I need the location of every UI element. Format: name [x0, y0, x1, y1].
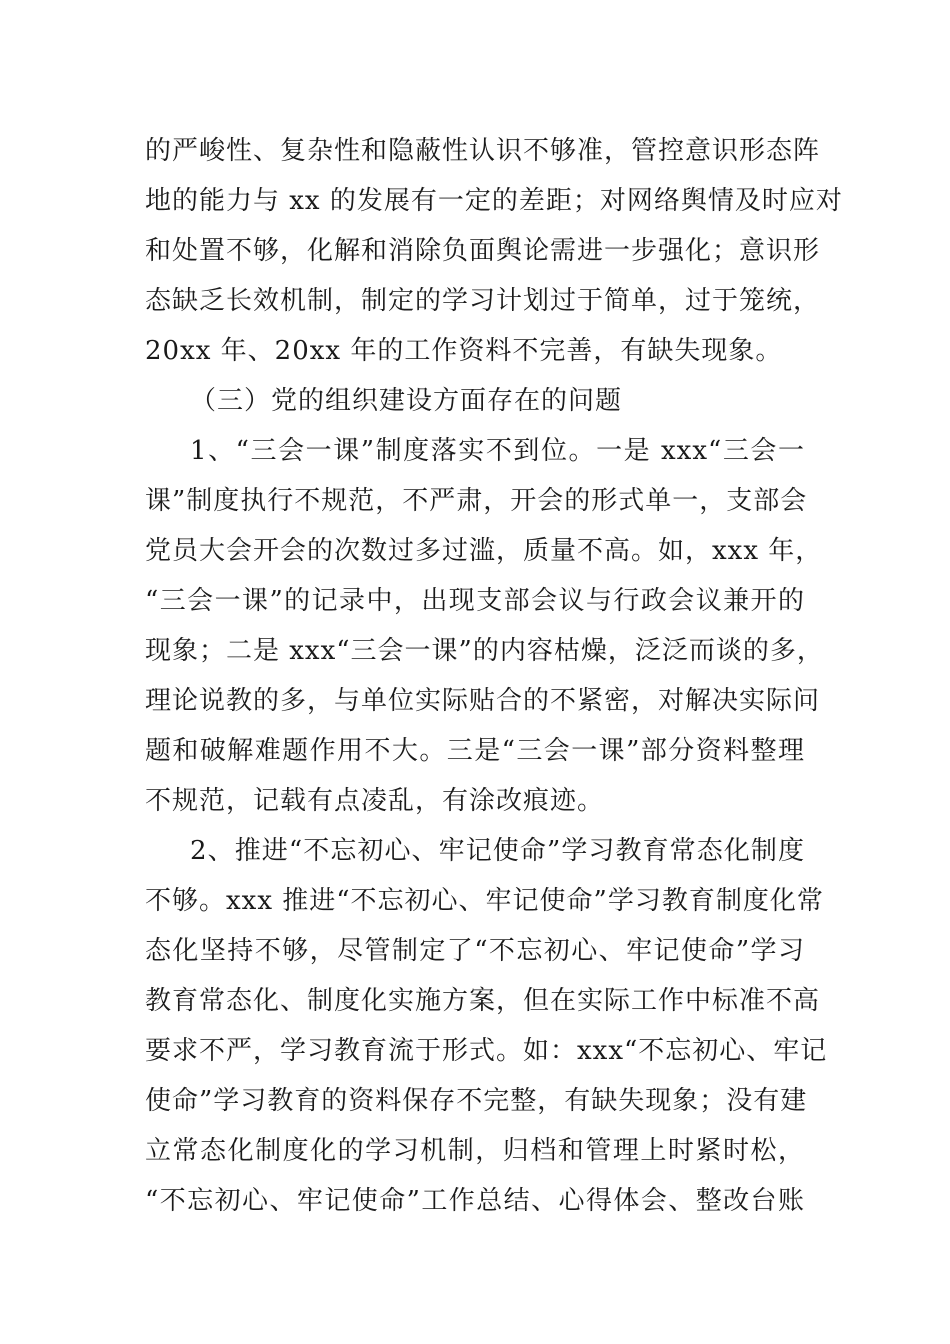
text-line: 的严峻性、复杂性和隐蔽性认识不够准，管控意识形态阵 — [145, 136, 821, 166]
section-heading: （三）党的组织建设方面存在的问题 — [190, 386, 623, 416]
text-line: 不够。xxx 推进“不忘初心、牢记使命”学习教育制度化常 — [145, 886, 824, 916]
text-line: 题和破解难题作用不大。三是“三会一课”部分资料整理 — [145, 736, 805, 766]
text-line: 不规范，记载有点凌乱，有涂改痕迹。 — [145, 786, 605, 816]
text-line: “不忘初心、牢记使命”工作总结、心得体会、整改台账 — [145, 1186, 805, 1216]
text-line: 20xx 年、20xx 年的工作资料不完善，有缺失现象。 — [145, 336, 783, 366]
paragraph-first-line: 1、“三会一课”制度落实不到位。一是 xxx“三会一 — [190, 436, 805, 466]
text-line: 态化坚持不够，尽管制定了“不忘初心、牢记使命”学习 — [145, 936, 805, 966]
text-line: “三会一课”的记录中，出现支部会议与行政会议兼开的 — [145, 586, 805, 616]
text-line: 地的能力与 xx 的发展有一定的差距；对网络舆情及时应对 — [145, 186, 843, 216]
text-line: 课”制度执行不规范，不严肃，开会的形式单一，支部会 — [145, 486, 808, 516]
paragraph-first-line: 2、推进“不忘初心、牢记使命”学习教育常态化制度 — [190, 836, 805, 866]
text-line: 现象；二是 xxx“三会一课”的内容枯燥，泛泛而谈的多， — [145, 636, 824, 666]
text-line: 立常态化制度化的学习机制，归档和管理上时紧时松， — [145, 1136, 805, 1166]
text-line: 党员大会开会的次数过多过滥，质量不高。如，xxx 年， — [145, 536, 823, 566]
text-line: 态缺乏长效机制，制定的学习计划过于简单，过于笼统， — [145, 286, 821, 316]
text-line: 和处置不够，化解和消除负面舆论需进一步强化；意识形 — [145, 236, 821, 266]
text-line: 使命”学习教育的资料保存不完整，有缺失现象；没有建 — [145, 1086, 808, 1116]
text-line: 要求不严，学习教育流于形式。如：xxx“不忘初心、牢记 — [145, 1036, 828, 1066]
text-line: 理论说教的多，与单位实际贴合的不紧密，对解决实际问 — [145, 686, 821, 716]
text-line: 教育常态化、制度化实施方案，但在实际工作中标准不高 — [145, 986, 821, 1016]
